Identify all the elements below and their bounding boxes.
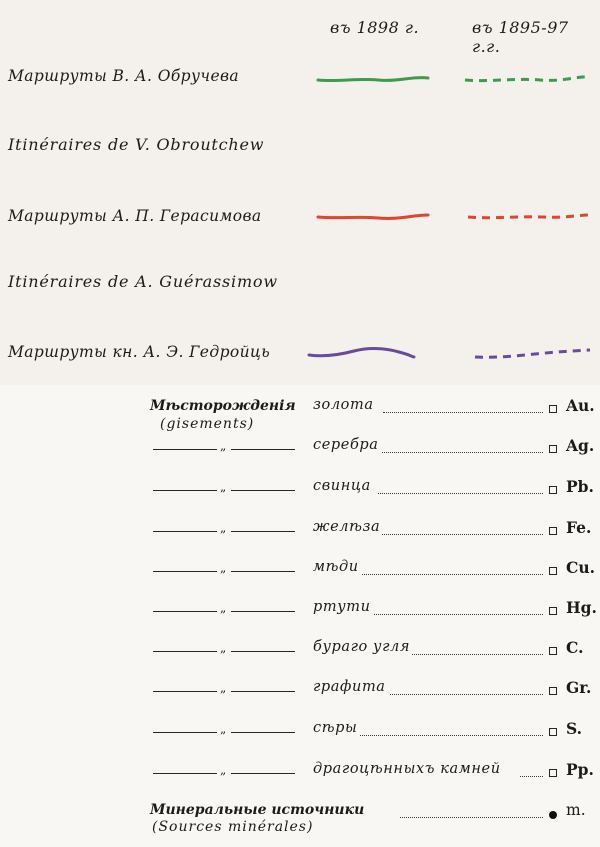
leader-dots <box>400 817 543 818</box>
element-symbol: Au. <box>566 396 595 415</box>
ditto-line: „ <box>153 440 293 456</box>
mineral-name: драгоцѣнныхъ камней <box>313 761 501 777</box>
deposit-square-symbol <box>549 567 557 575</box>
element-symbol: C. <box>566 638 584 657</box>
mineral-name: мѣди <box>313 559 359 575</box>
deposit-row-mercury <box>0 598 600 622</box>
mineral-name: бураго угля <box>313 639 411 655</box>
deposit-square-symbol <box>549 728 557 736</box>
leader-dots <box>378 534 543 535</box>
deposit-row-gold <box>0 396 600 420</box>
deposit-square-symbol <box>549 769 557 777</box>
mineral-name: желѣза <box>313 519 381 535</box>
element-symbol: Gr. <box>566 678 592 697</box>
ditto-line: „ <box>153 481 293 497</box>
ditto-line: „ <box>153 522 293 538</box>
element-symbol: Pp. <box>566 760 594 779</box>
mineral-name: свинца <box>313 478 371 494</box>
deposit-row-graphite <box>0 678 600 702</box>
mineral-name: графита <box>313 679 386 695</box>
mineral-name: сѣры <box>313 720 358 736</box>
leader-dots <box>412 654 543 655</box>
route-label-obruchev-fr: Itinéraires de V. Obroutchew <box>8 135 265 154</box>
leader-dots <box>360 735 543 736</box>
element-symbol: Pb. <box>566 477 594 496</box>
route-line-dashed-gedroits <box>475 348 590 362</box>
column-header-1895-97: въ 1895-97 г.г. <box>472 18 569 56</box>
deposit-row-silver <box>0 436 600 460</box>
ditto-line: „ <box>153 723 293 739</box>
ditto-line: „ <box>153 642 293 658</box>
deposit-square-symbol <box>549 405 557 413</box>
element-symbol: Ag. <box>566 436 595 455</box>
deposit-square-symbol <box>549 687 557 695</box>
deposit-row-brown-coal <box>0 638 600 662</box>
element-symbol: Fe. <box>566 518 592 537</box>
ditto-line: „ <box>153 602 293 618</box>
ditto-line: „ <box>153 764 293 780</box>
route-line-solid-obruchev <box>318 74 428 84</box>
deposit-square-symbol <box>549 607 557 615</box>
deposit-row-sulfur <box>0 719 600 743</box>
route-line-dashed-obruchev <box>465 74 590 84</box>
deposits-heading-fr: (gisements) <box>160 416 255 432</box>
deposit-row-precious-stones <box>0 760 600 784</box>
route-label-obruchev: Маршруты В. А. Обручева <box>8 67 240 85</box>
column-header-1898: въ 1898 г. <box>330 18 420 37</box>
deposit-row-copper <box>0 558 600 582</box>
deposit-row-iron <box>0 518 600 542</box>
mineral-name: золота <box>313 397 374 413</box>
mineral-springs-label: Минеральные источники <box>150 802 365 818</box>
leader-dots <box>360 574 543 575</box>
spring-symbol: m. <box>566 801 586 819</box>
mineral-name: серебра <box>313 437 379 453</box>
leader-dots <box>378 493 543 494</box>
deposit-square-symbol <box>549 527 557 535</box>
mineral-springs-label-fr: (Sources minérales) <box>152 819 314 835</box>
deposit-square-symbol <box>549 445 557 453</box>
ditto-line: „ <box>153 682 293 698</box>
leader-dots <box>520 776 543 777</box>
ditto-line: „ <box>153 562 293 578</box>
element-symbol: Cu. <box>566 558 596 577</box>
element-symbol: Hg. <box>566 598 597 617</box>
mineral-name: ртути <box>313 599 371 615</box>
leader-dots <box>365 614 543 615</box>
route-line-solid-gedroits <box>309 347 414 361</box>
leader-dots <box>383 412 543 413</box>
leader-dots <box>378 452 543 453</box>
route-label-gerasimov-fr: Itinéraires de A. Guérassimow <box>8 272 278 291</box>
route-label-gerasimov: Маршруты А. П. Герасимова <box>8 207 262 225</box>
element-symbol: S. <box>566 719 583 738</box>
deposit-row-lead <box>0 477 600 501</box>
route-label-gedroits: Маршруты кн. А. Э. Гедройць <box>8 343 271 361</box>
route-line-dashed-gerasimov <box>468 212 590 222</box>
deposit-square-symbol <box>549 486 557 494</box>
deposit-square-symbol <box>549 647 557 655</box>
deposits-heading: Мѣсторожденія <box>150 398 296 414</box>
route-line-solid-gerasimov <box>318 212 428 222</box>
spring-dot-symbol <box>549 811 557 819</box>
leader-dots <box>390 694 543 695</box>
